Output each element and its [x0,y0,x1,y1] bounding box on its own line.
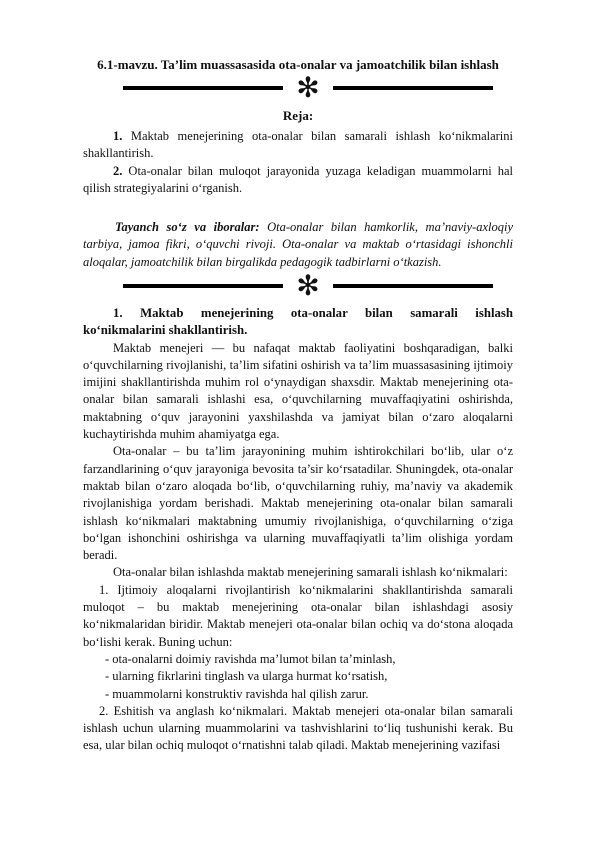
plan-heading: Reja: [282,108,314,123]
body-paragraph: 2. Eshitish va anglash ko‘nikmalari. Maktab menejeri ota-onalar bilan samarali ishlash uchun ularning muammolarini va tashvishlarini to‘liq tushunishi kerak. Bu esa, ular bilan ochiq muloqot o‘rnatishni talab qiladi. Maktab menejerining vazifasi [83,703,513,753]
plan-item-number: 2. [113,163,123,178]
keywords-text: Ota-onalar bilan hamkorlik, ma’naviy-axloqiy tarbiya, jamoa fikri, o‘quvchi rivoji. Ota-onalar va maktab o‘rtasidagi ishonchli aloqalar, jamoatchilik bilan birgalikda pedagogik tadbirlarni o‘tkazish. [83,220,514,269]
plan-item-2 [83,163,513,198]
plan-item-1 [83,128,513,163]
plan-item-text: Maktab menejerining ota-onalar bilan samarali ishlash ko‘nikmalarini shakllantirish. [83,129,514,161]
ornamental-divider-top [123,71,493,104]
list-item: - ota-onalarni doimiy ravishda ma’lumot bilan ta’minlash, [105,651,396,666]
asterisk-ornament-icon: ✻ [296,71,320,104]
divider-bar-left [123,284,283,288]
body-paragraph: Ota-onalar – bu ta’lim jarayonining muhim ishtirokchilari bo‘lib, ular o‘z farzandlarining o‘quv jarayoniga bevosita ta’sir ko‘rsatadilar. Shuningdek, ota-onalar maktab bilan o‘zaro aloqada bo‘lib, o‘quvchilarning ruhiy, ma’naviy va akademik rivojlanishiga yordam berishadi. Maktab menejerining ota-onalar bilan samarali ishlash ko‘nikmalari maktabning umumiy rivojlanishiga, o‘quvchilarning o‘ziga bo‘lgan ishonchini oshirishga va ularning muvaffaqiyatli ta’lim olishiga yordam beradi. [83,444,513,563]
body-paragraph: Maktab menejeri — bu nafaqat maktab faoliyatini boshqaradigan, balki o‘quvchilarning rivojlanishi, ta’lim sifatini oshirish va ta’lim muassasasining ijtimoiy imijini shakllantirishda muhim rol o‘ynaydigan shaxsdir. Maktab menejerining ota-onalar bilan samarali ishlashi esa, o‘quvchilarning muvaffaqiyatini oshirishda, maktabning o‘quv jarayonini yaxshilashda va jamiyat bilan o‘zaro aloqalarni kuchaytirishda muhim ahamiyatga ega. [83,340,513,442]
keywords-paragraph [83,219,513,271]
body-paragraph: Ota-onalar bilan ishlashda maktab menejerining samarali ishlash ko‘nikmalari: [113,565,508,580]
keywords-block [83,219,513,271]
divider-bar-right [333,86,493,90]
list-item: - muammolarni konstruktiv ravishda hal qilish zarur. [105,686,369,701]
body-paragraph: 1. Ijtimoiy aloqalarni rivojlantirish ko‘nikmalarini shakllantirishda samarali muloqot – bu maktab menejerining ota-onalar bilan ishlashdagi asosiy ko‘nikmalaridan biridir. Maktab menejeri ota-onalar bilan ochiq va do‘stona aloqada bo‘lishi kerak. Buning uchun: [83,582,513,649]
plan-item-text: Ota-onalar bilan muloqot jarayonida yuzaga keladigan muammolarni hal qilish strategiyalarini o‘rganish. [83,163,513,195]
list-item: - ularning fikrlarini tinglash va ularga hurmat ko‘rsatish, [105,669,388,684]
page-title: 6.1-mavzu. Ta’lim muassasasida ota-onalar va jamoatchilik bilan ishlash [97,57,499,72]
divider-bar-left [123,86,283,90]
divider-bar-right [333,284,493,288]
section-heading: 1. Maktab menejerining ota-onalar bilan samarali ishlash ko‘nikmalarini shakllantirish. [83,306,513,338]
plan-item-number: 1. [113,129,123,143]
ornamental-divider-bottom [123,269,493,302]
keywords-label: Tayanch so‘z va iboralar: [115,220,260,234]
section-1 [83,305,513,755]
plan-list [83,128,513,197]
asterisk-ornament-icon: ✻ [296,269,320,302]
